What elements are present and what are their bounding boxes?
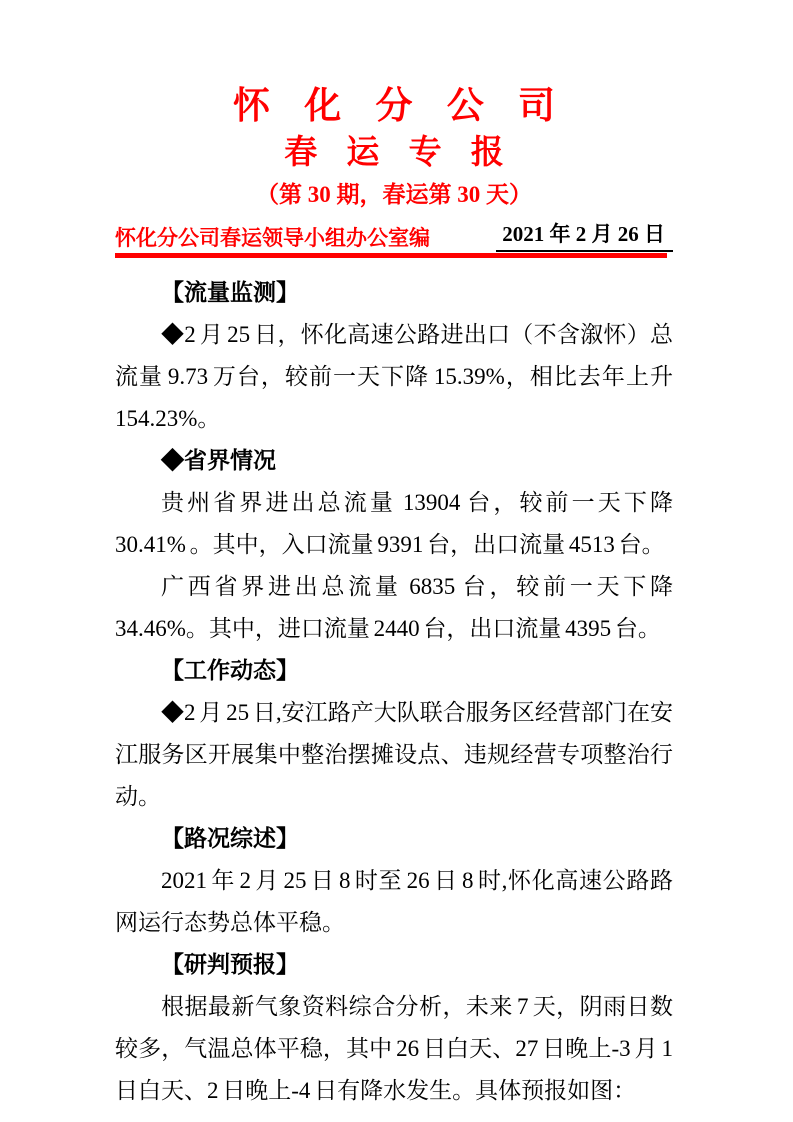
body-paragraph-guizhou-border: 贵州省界进出总流量 13904 台，较前一天下降 30.41% 。其中，入口流量 9391 台，出口流量 4513 台。 (115, 490, 673, 557)
section-heading-work-updates: 【工作动态】 (161, 658, 299, 683)
body-paragraph-weather-forecast: 根据最新气象资料综合分析，未来 7 天，阴雨日数较多，气温总体平稳，其中 26 日白天、27 日晚上-3 月 1 日白天、2 日晚上-4 日有降水发生。具体预报如图： (115, 994, 673, 1103)
red-rule (115, 253, 667, 258)
body-paragraph-total-flow: ◆2 月 25 日，怀化高速公路进出口（不含溆怀）总流量 9.73 万台，较前一天下降 15.39%，相比去年上升 154.23%。 (115, 322, 673, 431)
issue-line: （第 30 期，春运第 30 天） (256, 182, 532, 207)
body-paragraph-guangxi-border: 广西省界进出总流量 6835 台，较前一天下降 34.46%。其中，进口流量 2440 台，出口流量 4395 台。 (115, 574, 673, 641)
body-paragraph-network-status: 2021 年 2 月 25 日 8 时至 26 日 8 时,怀化高速公路路网运行态势总体平稳。 (115, 868, 673, 935)
report-title: 春 运 专 报 (284, 133, 514, 170)
document-header (115, 84, 673, 258)
document-body (115, 272, 673, 1112)
section-heading-traffic-monitoring: 【流量监测】 (161, 280, 299, 305)
editor-credit: 怀化分公司春运领导小组办公室编 (115, 226, 430, 250)
section-heading-forecast: 【研判预报】 (161, 952, 299, 977)
section-heading-road-conditions: 【路况综述】 (161, 826, 299, 851)
masthead-row (115, 221, 673, 252)
sub-heading-provincial-border: ◆省界情况 (161, 448, 276, 473)
body-paragraph-service-area-action: ◆2 月 25 日,安江路产大队联合服务区经营部门在安江服务区开展集中整治摆摊设点、违规经营专项整治行动。 (115, 700, 673, 809)
issue-date: 2021 年 2 月 26 日 (496, 221, 673, 252)
company-title: 怀 化 分 公 司 (232, 85, 568, 126)
